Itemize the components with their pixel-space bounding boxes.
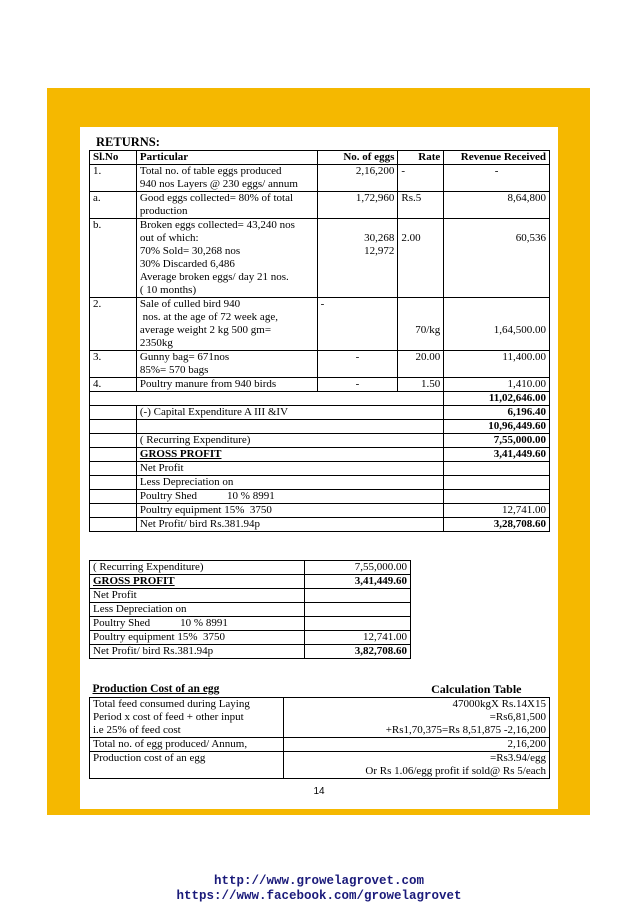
table-row — [90, 462, 550, 476]
net-profit-label: Net Profit — [136, 462, 443, 476]
table-row: Total feed consumed during Laying Period x cost of feed + other input i.e 25% of feed cost 47000kgX Rs.14X15 =Rs6,81,500 +Rs1,70,375=Rs 8,51,875 -2,16,200 — [90, 698, 550, 738]
table-row: Net Profit/ bird Rs.381.94p 3,82,708.60 — [90, 645, 411, 659]
table-row: GROSS PROFIT 3,41,449.60 — [90, 575, 411, 589]
footer-facebook-link[interactable]: https://www.facebook.com/growelagrovet — [176, 889, 462, 903]
capex-cell: 6,196.40 — [444, 406, 550, 420]
particular-cell: Poultry manure from 940 birds — [136, 378, 317, 392]
table-row: Less Depreciation on — [90, 603, 411, 617]
sl-cell: a. — [90, 192, 137, 219]
rate-cell: 70/kg — [398, 298, 444, 351]
table-row — [90, 518, 550, 532]
equipment-label: Poultry equipment 15% 3750 — [136, 504, 443, 518]
particular-cell: Broken eggs collected= 43,240 nos out of which: 70% Sold= 30,268 nos 30% Discarded 6,486 Average broken eggs/ day 21 nos. ( 10 months) — [136, 219, 317, 298]
rate-cell: Rs.5 — [398, 192, 444, 219]
profit-summary-table — [89, 560, 411, 659]
col-header: Sl.No — [90, 151, 137, 165]
eggs-cell: 30,268 12,972 — [317, 219, 398, 298]
revenue-cell: 60,536 — [444, 219, 550, 298]
equipment-cell: 12,741.00 — [444, 504, 550, 518]
rate-cell: 20.00 — [398, 351, 444, 378]
table-row: Production cost of an egg =Rs3.94/egg Or Rs 1.06/egg profit if sold@ Rs 5/each — [90, 752, 550, 779]
production-cost-table — [89, 683, 550, 779]
gross-profit-cell: 3,41,449.60 — [444, 448, 550, 462]
table-header-row — [90, 151, 550, 165]
footer-website-link[interactable]: http://www.growelagrovet.com — [213, 874, 425, 888]
depreciation-label: Less Depreciation on — [136, 476, 443, 490]
table-row — [90, 490, 550, 504]
table-row — [90, 351, 550, 378]
sl-cell: 3. — [90, 351, 137, 378]
table-row — [90, 392, 550, 406]
eggs-cell: - — [317, 378, 398, 392]
sl-cell: b. — [90, 219, 137, 298]
table-row — [90, 378, 550, 392]
calculation-table-title: Calculation Table — [431, 682, 522, 696]
eggs-cell: - — [317, 351, 398, 378]
table-row — [90, 504, 550, 518]
table-row — [90, 448, 550, 462]
total-cell: 10,96,449.60 — [444, 420, 550, 434]
table-row — [90, 434, 550, 448]
returns-table — [89, 150, 550, 532]
particular-cell: Total no. of table eggs produced 940 nos Layers @ 230 eggs/ annum — [136, 165, 317, 192]
gross-profit-label: GROSS PROFIT — [136, 448, 443, 462]
table-row — [90, 165, 550, 192]
table-row: ( Recurring Expenditure) 7,55,000.00 — [90, 561, 411, 575]
recurring-cell: 7,55,000.00 — [444, 434, 550, 448]
particular-cell: Gunny bag= 671nos 85%= 570 bags — [136, 351, 317, 378]
revenue-cell: 1,64,500.00 — [444, 298, 550, 351]
revenue-cell: 8,64,800 — [444, 192, 550, 219]
sl-cell: 1. — [90, 165, 137, 192]
table-row — [90, 298, 550, 351]
table-row — [90, 219, 550, 298]
col-header: Revenue Received — [444, 151, 550, 165]
col-header: Rate — [398, 151, 444, 165]
capex-label: (-) Capital Expenditure A III &IV — [136, 406, 443, 420]
rate-cell: - — [398, 165, 444, 192]
rate-cell: 2.00 — [398, 219, 444, 298]
sl-cell: 4. — [90, 378, 137, 392]
eggs-cell: 1,72,960 — [317, 192, 398, 219]
table-row — [90, 420, 550, 434]
table-row: Net Profit — [90, 589, 411, 603]
table-row: Poultry equipment 15% 3750 12,741.00 — [90, 631, 411, 645]
col-header: No. of eggs — [317, 151, 398, 165]
recurring-label: ( Recurring Expenditure) — [136, 434, 443, 448]
per-bird-label: Net Profit/ bird Rs.381.94p — [136, 518, 443, 532]
per-bird-cell: 3,28,708.60 — [444, 518, 550, 532]
eggs-cell: - — [317, 298, 398, 351]
revenue-cell: 1,410.00 — [444, 378, 550, 392]
table-row: Total no. of egg produced/ Annum, 2,16,200 — [90, 738, 550, 752]
returns-title: RETURNS: — [96, 135, 160, 149]
eggs-cell: 2,16,200 — [317, 165, 398, 192]
sl-cell: 2. — [90, 298, 137, 351]
table-row — [90, 192, 550, 219]
page-number: 14 — [313, 786, 325, 797]
table-row — [90, 476, 550, 490]
revenue-cell: - — [444, 165, 550, 192]
particular-cell: Sale of culled bird 940 nos. at the age of 72 week age, average weight 2 kg 500 gm= 2350kg — [136, 298, 317, 351]
table-row — [90, 406, 550, 420]
production-cost-title: Production Cost of an egg — [92, 683, 220, 695]
table-row: Poultry Shed 10 % 8991 — [90, 617, 411, 631]
col-header: Particular — [136, 151, 317, 165]
particular-cell: Good eggs collected= 80% of total production — [136, 192, 317, 219]
shed-label: Poultry Shed 10 % 8991 — [136, 490, 443, 504]
total-cell: 11,02,646.00 — [444, 392, 550, 406]
rate-cell: 1.50 — [398, 378, 444, 392]
revenue-cell: 11,400.00 — [444, 351, 550, 378]
table-header-row — [90, 683, 550, 698]
